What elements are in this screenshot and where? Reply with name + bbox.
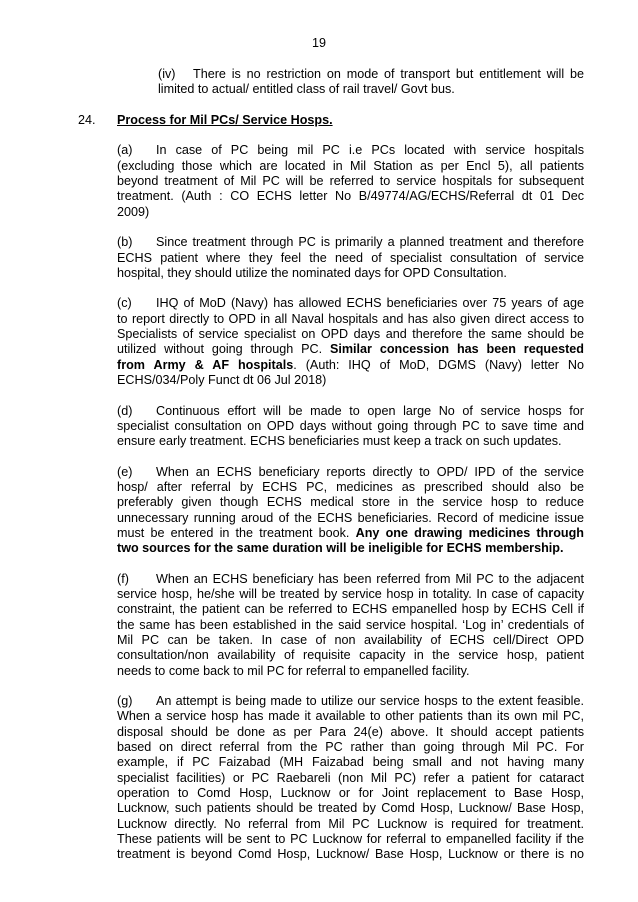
paragraph-c xyxy=(117,296,584,388)
text-line: needs to come back to mil PC for referral to empanelled facility. xyxy=(117,663,470,678)
bold-text: from Army & AF hospitals xyxy=(117,357,294,372)
text-line: two sources for the same duration will be ineligible for ECHS membership. xyxy=(117,541,564,556)
line-text: . (Auth: IHQ of MoD, DGMS (Navy) letter No xyxy=(293,357,584,372)
text-line: These patients will be sent to PC Lucknow for referral to empanelled facility if the xyxy=(117,831,584,846)
text-line: example, if PC Faizabad (MH Faizabad being small and not having many xyxy=(117,755,584,770)
line-text: IHQ of MoD (Navy) has allowed ECHS beneficiaries over 75 years of age xyxy=(156,296,584,311)
text-line xyxy=(117,404,584,419)
text-line xyxy=(117,342,584,357)
text-line: specialist consultation on OPD days without going through PC to save time and xyxy=(117,418,584,433)
section-heading xyxy=(78,112,584,128)
paragraph-e xyxy=(117,465,584,557)
text-line: ensure early treatment. ECHS beneficiaries must keep a track on such updates. xyxy=(117,434,562,449)
text-line: treatment is beyond Comd Hosp, Lucknow/ Base Hosp, Lucknow or there is no xyxy=(117,847,584,862)
text-line: ECHS patient where they feel the need of specialist consultation of service xyxy=(117,250,584,265)
paragraph-label: (a) xyxy=(117,143,133,158)
page-number: 19 xyxy=(311,36,326,50)
paragraph-label: (f) xyxy=(117,571,129,586)
text-line: beyond treatment of Mil PC will be referred to service hospitals for subsequent xyxy=(117,174,584,189)
text-line: unnecessary running aroud of the ECHS beneficiaries. Record of medicine issue xyxy=(117,510,584,525)
text-line: 2009) xyxy=(117,204,150,219)
text-line: Lucknow, such patients should be treated by Comd Hosp, Lucknow/ Base Hosp, xyxy=(117,801,584,816)
paragraph-d xyxy=(117,404,584,450)
bold-text: Similar concession has been requested xyxy=(329,342,584,357)
line-text: Continuous effort will be made to open large No of service hosps for xyxy=(156,403,584,418)
paragraph-label: (e) xyxy=(117,464,133,479)
text-line: service hosp, he/she will be treated by service hosp in totality. In case of capacity xyxy=(117,587,584,602)
line-text: utilized without going through PC. xyxy=(117,342,330,357)
bold-text: Any one drawing medicines through xyxy=(355,525,584,540)
paragraph-label: (d) xyxy=(117,403,133,418)
paragraph-label: (g) xyxy=(117,694,133,709)
line-text: must be entered in the treatment book. xyxy=(117,525,356,540)
line-text: Since treatment through PC is primarily a planned treatment and therefore xyxy=(156,235,584,250)
text-line: constraint, the patient can be referred to ECHS empanelled hosp by ECHS Cell if xyxy=(117,602,584,617)
section-title: Process for Mil PCs/ Service Hosps. xyxy=(117,112,333,127)
text-line: Mil PC can be taken. In case of non availability of ECHS cell/Direct OPD xyxy=(117,632,584,647)
document-body xyxy=(78,67,584,862)
text-line xyxy=(117,465,584,480)
text-line: to report directly to OPD in all Naval hospitals and has also given direct access to xyxy=(117,311,584,326)
text-line: limited to actual/ entitled class of rail travel/ Govt bus. xyxy=(158,82,455,97)
paragraph-b xyxy=(117,235,584,281)
text-line: consultation/non availability of requisite capacity in the service hosp, patient xyxy=(117,648,584,663)
text-line xyxy=(117,694,584,709)
text-line xyxy=(117,235,584,250)
line-text: There is no restriction on mode of transport but entitlement will be xyxy=(193,67,584,81)
text-line xyxy=(117,296,584,311)
paragraph-label: (b) xyxy=(117,235,133,250)
text-line: ECHS/034/Poly Funct dt 06 Jul 2018) xyxy=(117,372,327,387)
paragraph-a xyxy=(117,143,584,219)
text-line xyxy=(117,572,584,587)
text-line: hosp/ after referral by ECHS PC, medicines as prescribed should also be xyxy=(117,480,584,495)
paragraph-label: (c) xyxy=(117,296,132,311)
text-line: based on direct referral from the PC rather than going through Mil PC. For xyxy=(117,740,584,755)
paragraph-f xyxy=(117,572,584,679)
item-label: (iv) xyxy=(158,67,176,81)
text-line: the same has been established in the said service hospital. ‘Log in’ credentials of xyxy=(117,617,584,632)
text-line: hospital, they should utilize the nominated days for OPD Consultation. xyxy=(117,265,507,280)
section-number: 24. xyxy=(78,112,96,127)
text-line: operation to Comd Hosp, Lucknow or for Joint replacement to Base Hosp, xyxy=(117,785,584,800)
text-line xyxy=(117,526,584,541)
text-line xyxy=(158,67,584,82)
text-line: Specialists of service specialist on OPD days and therefore the same should be xyxy=(117,327,584,342)
text-line: treatment. (Auth : CO ECHS letter No B/49774/AG/ECHS/Referral dt 01 Dec xyxy=(117,189,584,204)
text-line: When a service hosp has made it available to other patients than its own mil PC, xyxy=(117,709,584,724)
text-line: disposal should be done as per Para 24(e) above. It should accept patients xyxy=(117,724,584,739)
line-text: When an ECHS beneficiary has been referred from Mil PC to the adjacent xyxy=(156,571,584,586)
line-text: In case of PC being mil PC i.e PCs located with service hospitals xyxy=(156,143,584,158)
text-line: preferably given though ECHS medical store in the service hosp to reduce xyxy=(117,495,584,510)
line-text: An attempt is being made to utilize our service hosps to the extent feasible. xyxy=(156,694,584,709)
text-line: specialist facilities) or PC Raebareli (non Mil PC) refer a patient for cataract xyxy=(117,770,584,785)
text-line: Lucknow directly. No referral from Mil PC Lucknow is required for treatment. xyxy=(117,816,584,831)
line-text: When an ECHS beneficiary reports directly to OPD/ IPD of the service xyxy=(156,464,584,479)
list-item-iv xyxy=(158,67,584,98)
paragraph-g xyxy=(117,694,584,862)
text-line xyxy=(117,358,584,373)
text-line: (excluding those which are located in Mil Station as per Encl 5), all patients xyxy=(117,158,584,173)
text-line xyxy=(117,143,584,158)
